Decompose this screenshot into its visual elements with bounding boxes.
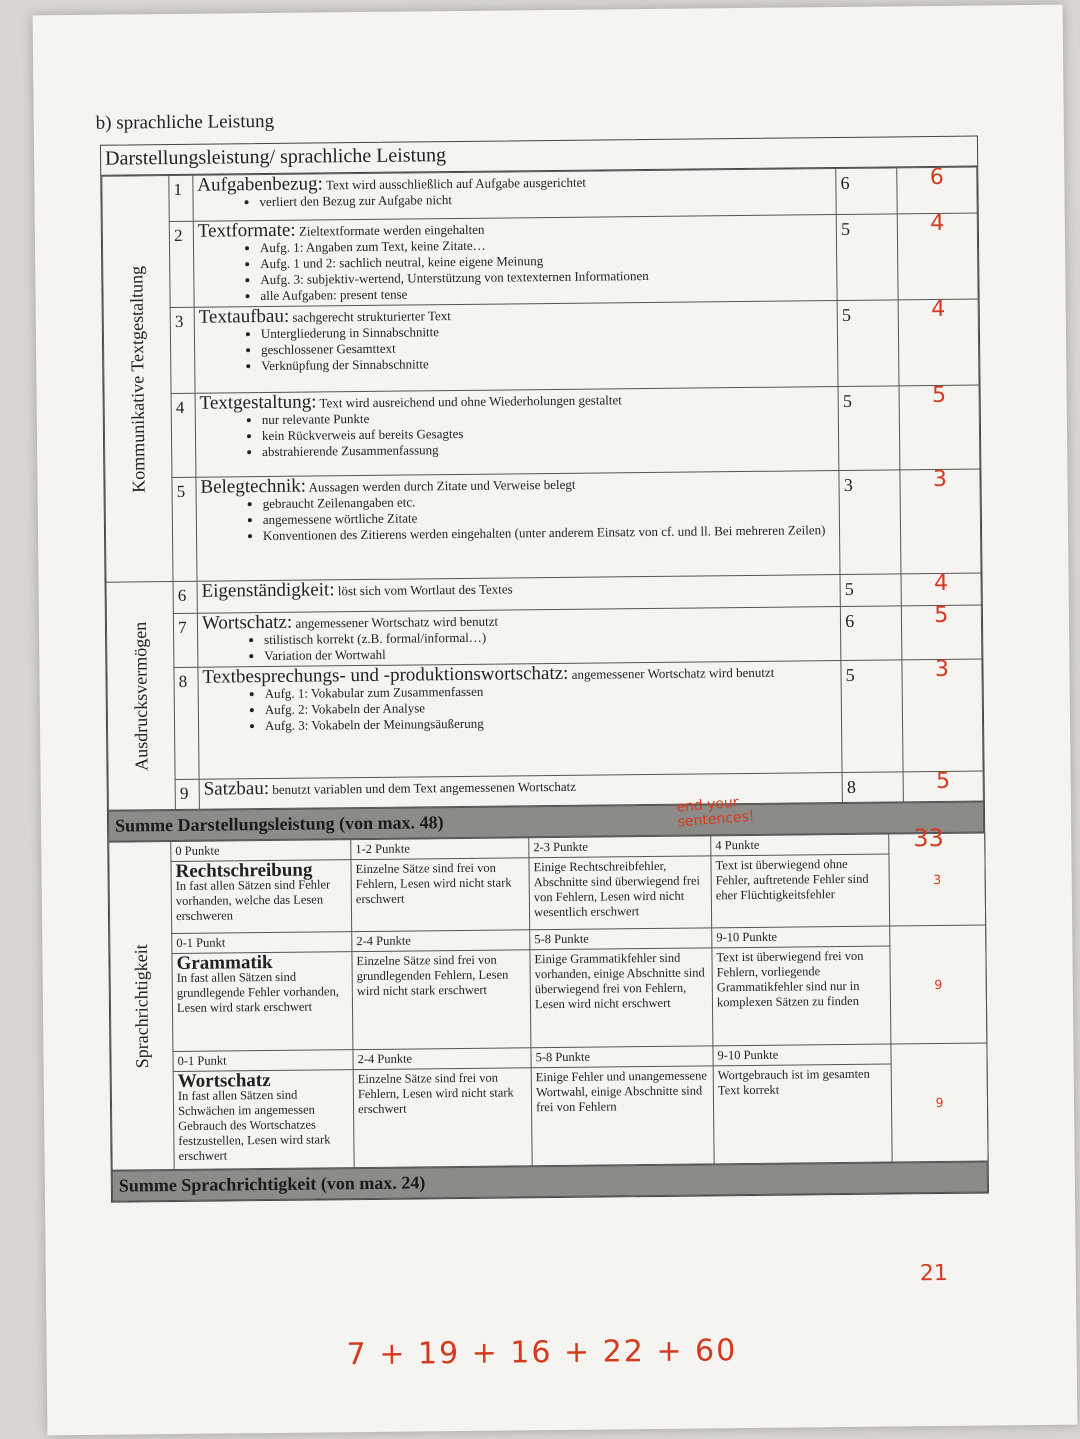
bottom-calculation: 7 + 19 + 16 + 22 + 60	[346, 1333, 738, 1373]
level-points: 5-8 Punkte	[530, 928, 712, 950]
criterion-desc: angemessener Wortschatz wird benutzt	[295, 613, 499, 631]
criterion-title: Aufgabenbezug:	[197, 173, 323, 196]
max-points: 5	[841, 660, 903, 773]
level-desc: Einzelne Sätze sind frei von Fehlern, Lesen wird nicht stark erschwert	[351, 858, 530, 932]
criterion-desc: sachgerecht strukturierter Text	[292, 308, 451, 325]
side-label-text: Kommunikative Textgestaltung	[126, 265, 149, 493]
criterion-bullet: • gebraucht Zeilenangaben etc.	[263, 490, 835, 512]
criterion-title: Satzbau:	[203, 777, 270, 800]
category-title: Rechtschreibung	[175, 859, 313, 882]
level-desc-row	[111, 1063, 988, 1170]
level-desc: Text ist überwiegend frei von Fehlern, vorliegende Grammatikfehler sind nur in komplexen Sätzen zu finden	[712, 946, 891, 1046]
category-desc: In fast allen Sätzen sind Schwächen im angemessen Gebrauch des Wortschatzes festzustellen, Lesen wird stark erschwert	[177, 1087, 331, 1163]
level-points: 1-2 Punkte	[351, 838, 529, 860]
criterion-bullet: • nur relevante Punkte	[262, 406, 834, 428]
max-points: 5	[837, 300, 899, 387]
paper-sheet	[33, 5, 1078, 1436]
criterion-text	[198, 661, 842, 780]
awarded-score: 3	[889, 833, 986, 926]
level-points: 9-10 Punkte	[712, 926, 890, 948]
criterion-desc: löst sich vom Wortlaut des Textes	[337, 581, 513, 599]
section-heading: b) sprachliche Leistung	[95, 110, 275, 134]
category-desc: In fast allen Sätzen sind Fehler vorhanden, welche das Lesen erschweren	[175, 877, 331, 923]
criteria-table	[101, 164, 984, 811]
criterion-desc: Text wird ausschließlich auf Aufgabe ausgerichtet	[325, 174, 587, 193]
criterion-bullet: • abstrahierende Zusammenfassung	[262, 438, 834, 460]
criterion-title: Textformate:	[197, 219, 296, 242]
side-label-sprachrichtigkeit	[109, 842, 174, 1171]
criterion-row	[105, 469, 981, 582]
sum2-score: 21	[919, 1260, 948, 1287]
level-desc: Einzelne Sätze sind frei von Fehlern, Lesen wird nicht stark erschwert	[353, 1068, 532, 1168]
criterion-number: 7	[174, 613, 198, 667]
table-title: Darstellungsleistung/ sprachliche Leistung	[101, 137, 977, 176]
margin-note: end your sentences!	[675, 794, 756, 831]
level-points: 5-8 Punkte	[531, 1046, 713, 1068]
max-points: 5	[838, 386, 900, 471]
criterion-bullet: • Untergliederung in Sinnabschnitte	[261, 320, 833, 342]
criterion-bullet: • Aufg. 1 und 2: sachlich neutral, keine eigene Meinung	[260, 250, 832, 272]
criterion-bullet: • angemessene wörtliche Zitate	[263, 506, 835, 528]
level-points: 2-4 Punkte	[353, 1048, 531, 1070]
level-desc: Einige Fehler und unangemessene Wortwahl, einige Abschnitte sind frei von Fehlern	[531, 1066, 714, 1166]
max-points: 6	[836, 168, 897, 215]
criterion-bullet: • Aufg. 1: Vokabular zum Zusammenfassen	[265, 680, 837, 702]
level-points: 4 Punkte	[711, 834, 889, 856]
criterion-bullet: • Aufg. 3: subjektiv-wertend, Unterstützung von textexternen Informationen	[260, 266, 832, 288]
side-label-text: Ausdrucksvermögen	[130, 621, 152, 771]
criterion-row	[106, 605, 982, 668]
awarded-score: 9	[890, 925, 987, 1044]
category-desc: In fast allen Sätzen sind grundlegende Fehler vorhanden, Lesen wird stark erschwert	[176, 969, 340, 1015]
level-points: 0-1 Punkt	[173, 1050, 353, 1072]
side-label-text: Sprachrichtigkeit	[130, 943, 152, 1068]
criterion-title: Belegtechnik:	[200, 475, 307, 498]
criterion-number: 3	[170, 307, 195, 393]
sprachrichtigkeit-table	[108, 833, 988, 1171]
sum-darstellung-label: Summe Darstellungsleistung (von max. 48)	[114, 812, 444, 836]
criterion-row	[103, 299, 979, 394]
sum-sprachrichtigkeit-label: Summe Sprachrichtigkeit (von max. 24)	[118, 1172, 426, 1196]
awarded-score: 5	[901, 605, 982, 660]
sum1-score: 33	[913, 823, 944, 853]
criterion-number: 1	[169, 175, 193, 221]
criterion-text	[193, 169, 837, 222]
criterion-number: 9	[175, 779, 199, 809]
criterion-text	[195, 387, 839, 478]
max-points: 5	[840, 574, 901, 607]
awarded-score: 3	[900, 469, 981, 574]
criterion-desc: angemessener Wortschatz wird benutzt	[571, 664, 775, 682]
criterion-bullet: • verliert den Bezug zur Aufgabe nicht	[259, 188, 831, 210]
awarded-score: 4	[901, 573, 981, 606]
level-desc: Einzelne Sätze sind frei von grundlegenden Fehlern, Lesen wird nicht stark erschwert	[352, 950, 531, 1050]
level-points: 2-3 Punkte	[529, 836, 711, 858]
awarded-score: 4	[897, 213, 978, 300]
criterion-bullet: • geschlossener Gesamttext	[261, 336, 833, 358]
criterion-bullet: • Aufg. 2: Vokabeln der Analyse	[265, 696, 837, 718]
awarded-score: 3	[902, 659, 983, 772]
level-desc: Einige Rechtschreibfehler, Abschnitte sind überwiegend frei von Fehlern, Lesen wird nicht wesentlich erschwert	[529, 856, 712, 930]
max-points: 8	[842, 772, 903, 803]
level-desc: Text ist überwiegend ohne Fehler, auftretende Fehler sind eher Flüchtigkeitsfehler	[711, 854, 890, 928]
level-desc-row	[110, 945, 987, 1052]
awarded-score: 5	[903, 771, 983, 802]
level-points: 9-10 Punkte	[713, 1044, 891, 1066]
side-label-kommunikativ	[102, 176, 173, 583]
max-points: 6	[841, 606, 902, 661]
criterion-bullet: • stilistisch korrekt (z.B. formal/informal…)	[264, 626, 836, 648]
level-desc-row	[109, 853, 986, 934]
criterion-desc: benutzt variablen und dem Text angemessenen Wortschatz	[272, 778, 577, 797]
criterion-text	[193, 215, 837, 308]
criterion-text	[197, 607, 841, 668]
criterion-title: Textaufbau:	[198, 305, 290, 328]
level-points: 2-4 Punkte	[352, 930, 530, 952]
criterion-bullet: • alle Aufgaben: present tense	[260, 282, 832, 304]
criterion-bullet: • Aufg. 3: Vokabeln der Meinungsäußerung	[265, 712, 837, 734]
criterion-title: Eigenständigkeit:	[201, 579, 335, 602]
level-desc: Wortgebrauch ist im gesamten Text korrekt	[713, 1064, 892, 1164]
criterion-number: 8	[174, 667, 199, 779]
criterion-row	[107, 659, 983, 780]
awarded-score: 9	[891, 1043, 988, 1162]
criterion-title: Textgestaltung:	[199, 391, 317, 414]
criterion-bullet: • Konventionen des Zitierens werden eingehalten (unter anderem Einsatz von cf. und ll. Bei mehreren Zeilen)	[263, 522, 835, 544]
criterion-title: Wortschatz:	[201, 611, 293, 634]
criterion-desc: Text wird ausreichend und ohne Wiederholungen gestaltet	[319, 392, 622, 411]
category-cell	[173, 1070, 354, 1170]
level-desc: Einige Grammatikfehler sind vorhanden, einige Abschnitte sind überwiegend frei von Fehlern, Lesen wird nicht erschwert	[530, 948, 713, 1048]
category-cell	[171, 860, 352, 934]
category-cell	[172, 952, 353, 1052]
level-points: 0-1 Punkt	[172, 932, 352, 954]
max-points: 3	[839, 470, 901, 575]
level-points: 0 Punkte	[171, 840, 351, 862]
awarded-score: 4	[898, 299, 979, 386]
awarded-score: 5	[899, 385, 980, 470]
criterion-text	[196, 471, 840, 582]
criterion-bullet: • Variation der Wortwahl	[264, 642, 836, 664]
side-label-ausdruck	[106, 581, 176, 810]
criterion-bullet: • Verknüpfung der Sinnabschnitte	[261, 352, 833, 374]
criterion-desc: Zieltextformate werden eingehalten	[298, 221, 485, 239]
criterion-row	[104, 385, 980, 478]
criterion-number: 2	[169, 221, 194, 307]
criterion-desc: Aussagen werden durch Zitate und Verweise belegt	[308, 476, 576, 495]
criterion-row	[102, 213, 978, 308]
criterion-number: 4	[171, 393, 196, 477]
criterion-number: 5	[172, 477, 197, 581]
criterion-number: 6	[173, 581, 197, 613]
criterion-bullet: • kein Rückverweis auf bereits Gesagtes	[262, 422, 834, 444]
awarded-score: 6	[897, 167, 978, 214]
criterion-text	[194, 301, 838, 394]
max-points: 5	[836, 214, 898, 301]
criterion-title: Textbesprechungs- und -produktionswortschatz:	[202, 662, 569, 688]
category-title: Grammatik	[176, 951, 273, 974]
rubric-table	[100, 136, 989, 1203]
criterion-bullet: • Aufg. 1: Angaben zum Text, keine Zitate…	[260, 234, 832, 256]
category-title: Wortschatz	[177, 1069, 271, 1092]
